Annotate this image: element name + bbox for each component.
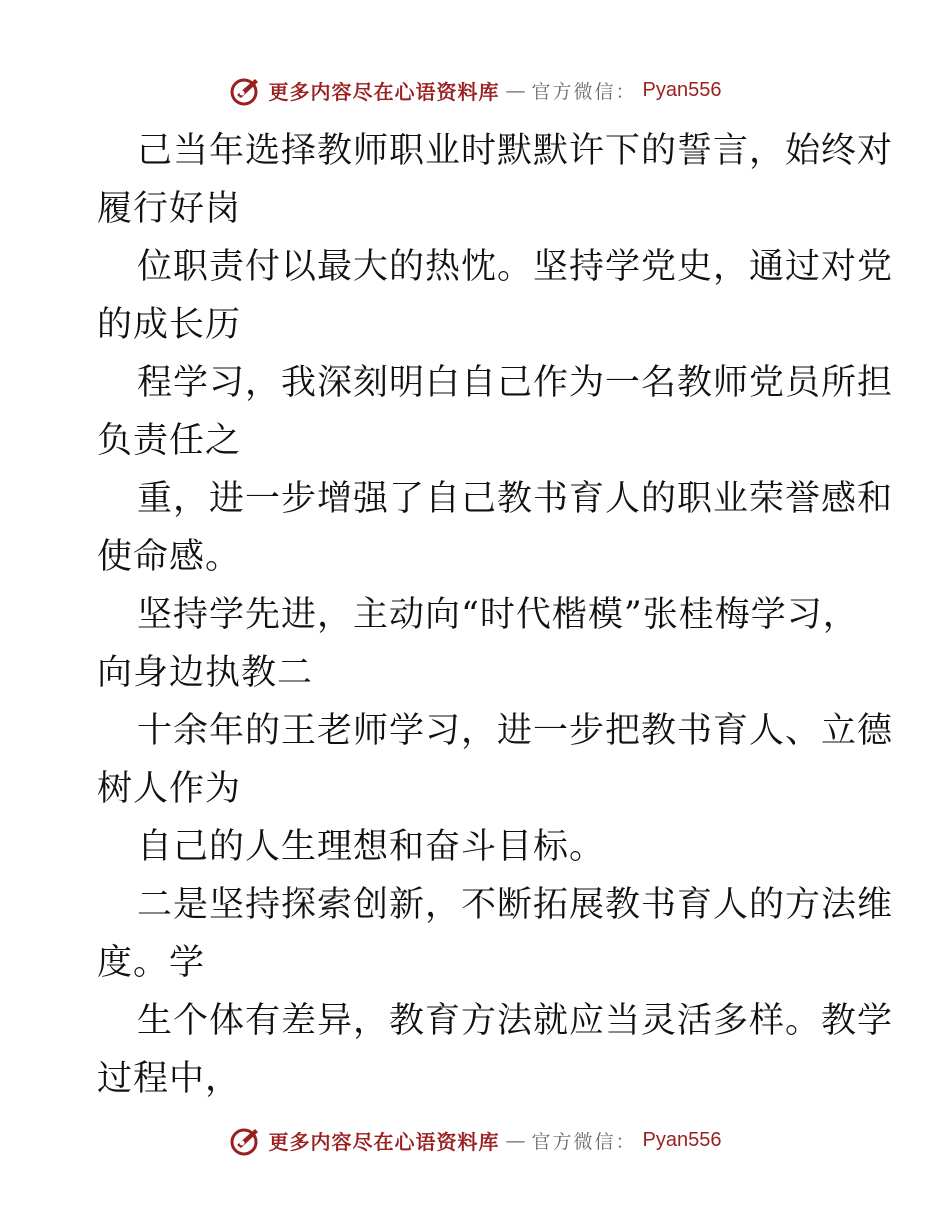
footer-wechat-id: Pyan556 xyxy=(642,1128,722,1151)
document-body xyxy=(97,122,894,1108)
body-line: 向身边执教二 xyxy=(97,653,314,693)
footer-wechat-label: 官方微信： xyxy=(531,1130,637,1153)
header-brand: 更多内容尽在心语资料库 xyxy=(268,79,500,104)
header-wechat-label: 官方微信： xyxy=(531,80,637,103)
body-line: 履行好岗 xyxy=(97,189,242,229)
body-line: 树人作为 xyxy=(97,769,242,809)
header-separator: — xyxy=(505,78,526,102)
footer-banner xyxy=(0,1120,950,1160)
body-line: 十余年的王老师学习，进一步把教书育人、立德 xyxy=(137,711,894,751)
body-line: 使命感。 xyxy=(97,537,242,577)
quill-logo-icon xyxy=(229,1123,263,1157)
body-line: 重，进一步增强了自己教书育人的职业荣誉感和 xyxy=(137,479,894,519)
body-line: 的成长历 xyxy=(97,305,242,345)
header-wechat-id: Pyan556 xyxy=(642,78,722,101)
body-line: 坚持学先进，主动向“时代楷模”张桂梅学习， xyxy=(137,595,859,635)
body-line: 自己的人生理想和奋斗目标。 xyxy=(137,827,606,867)
body-line: 二是坚持探索创新，不断拓展教书育人的方法维 xyxy=(137,885,894,925)
footer-separator: — xyxy=(505,1128,526,1152)
body-line: 度。学 xyxy=(97,943,206,983)
body-line: 过程中， xyxy=(97,1059,242,1099)
body-line: 位职责付以最大的热忱。坚持学党史，通过对党 xyxy=(137,247,894,287)
body-line: 生个体有差异，教育方法就应当灵活多样。教学 xyxy=(137,1001,894,1041)
footer-brand: 更多内容尽在心语资料库 xyxy=(268,1129,500,1154)
header-banner xyxy=(0,70,950,110)
body-line: 程学习，我深刻明白自己作为一名教师党员所担 xyxy=(137,363,894,403)
body-line: 负责任之 xyxy=(97,421,242,461)
quill-logo-icon xyxy=(229,73,263,107)
body-line: 己当年选择教师职业时默默许下的誓言，始终对 xyxy=(137,131,894,171)
